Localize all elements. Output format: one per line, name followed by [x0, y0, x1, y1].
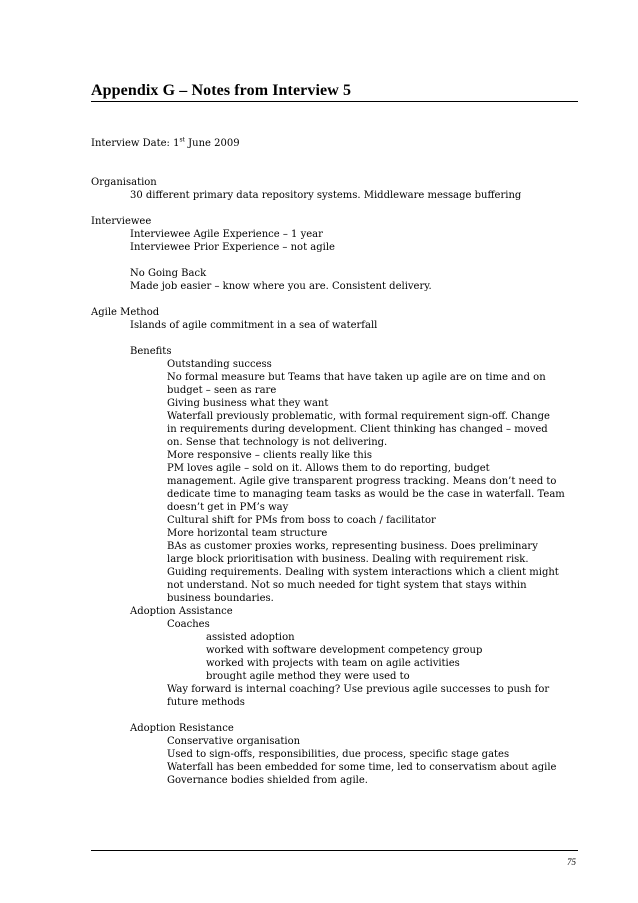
note-line: More horizontal team structure [167, 528, 328, 539]
note-line: Governance bodies shielded from agile. [167, 775, 368, 786]
note-line: business boundaries. [167, 593, 274, 604]
note-line: doesn’t get in PM’s way [167, 502, 289, 513]
note-line: Interviewee Prior Experience – not agile [130, 242, 335, 253]
note-line: brought agile method they were used to [206, 671, 410, 682]
note-line: Guiding requirements. Dealing with system interactions which a client might [167, 567, 559, 578]
note-line: Benefits [130, 346, 172, 357]
note-line: worked with projects with team on agile activities [206, 658, 460, 669]
spacer [91, 254, 581, 267]
note-line: Way forward is internal coaching? Use previous agile successes to push for [167, 684, 550, 695]
note-line: Conservative organisation [167, 736, 301, 747]
note-line: PM loves agile – sold on it. Allows them to do reporting, budget [167, 463, 490, 474]
note-line: dedicate time to managing team tasks as would be the case in waterfall. Team [167, 489, 565, 500]
note-line: Organisation [91, 177, 157, 188]
note-line: Giving business what they want [167, 398, 329, 409]
note-line: in requirements during development. Client thinking has changed – moved [167, 424, 548, 435]
note-line: Made job easier – know where you are. Consistent delivery. [130, 281, 432, 292]
note-line: Coaches [167, 619, 210, 630]
note-line: No formal measure but Teams that have taken up agile are on time and on [167, 372, 546, 383]
appendix-title: Appendix G – Notes from Interview 5 [91, 82, 352, 99]
note-line: worked with software development competency group [206, 645, 483, 656]
note-line: Waterfall previously problematic, with formal requirement sign-off. Change [167, 411, 550, 422]
spacer [91, 293, 581, 306]
spacer [91, 709, 581, 722]
interview-notes [91, 137, 581, 787]
note-line: Islands of agile commitment in a sea of waterfall [130, 320, 378, 331]
note-line: More responsive – clients really like this [167, 450, 372, 461]
footer-divider [91, 850, 578, 851]
note-line: on. Sense that technology is not delivering. [167, 437, 388, 448]
spacer [91, 202, 581, 215]
note-line: large block prioritisation with business. Dealing with requirement risk. [167, 554, 529, 565]
title-divider [91, 101, 578, 102]
note-line: BAs as customer proxies works, representing business. Does preliminary [167, 541, 538, 552]
note-line: Waterfall has been embedded for some time, led to conservatism about agile [167, 762, 557, 773]
note-line: Adoption Assistance [130, 606, 233, 617]
note-line: management. Agile give transparent progress tracking. Means don’t need to [167, 476, 557, 487]
note-line: No Going Back [130, 268, 207, 279]
note-line: Interviewee [91, 216, 152, 227]
page-number: 75 [567, 857, 576, 867]
interview-date-ordinal: st [179, 136, 185, 144]
note-line: Interviewee Agile Experience – 1 year [130, 229, 323, 240]
note-line: 30 different primary data repository systems. Middleware message buffering [130, 190, 522, 201]
note-line: assisted adoption [206, 632, 295, 643]
interview-date [91, 137, 581, 150]
note-line: not understand. Not so much needed for tight system that stays within [167, 580, 527, 591]
note-line: future methods [167, 697, 245, 708]
note-line: Outstanding success [167, 359, 272, 370]
note-line: budget – seen as rare [167, 385, 277, 396]
spacer [91, 150, 581, 163]
note-line: Used to sign-offs, responsibilities, due process, specific stage gates [167, 749, 510, 760]
interview-date-rest: June 2009 [184, 138, 240, 149]
note-line: Adoption Resistance [130, 723, 234, 734]
notes-list [91, 176, 581, 787]
note-line: Agile Method [91, 307, 160, 318]
interview-date-label: Interview Date: 1 [91, 138, 180, 149]
spacer [91, 332, 581, 345]
note-line: Cultural shift for PMs from boss to coach / facilitator [167, 515, 436, 526]
spacer [91, 163, 581, 176]
